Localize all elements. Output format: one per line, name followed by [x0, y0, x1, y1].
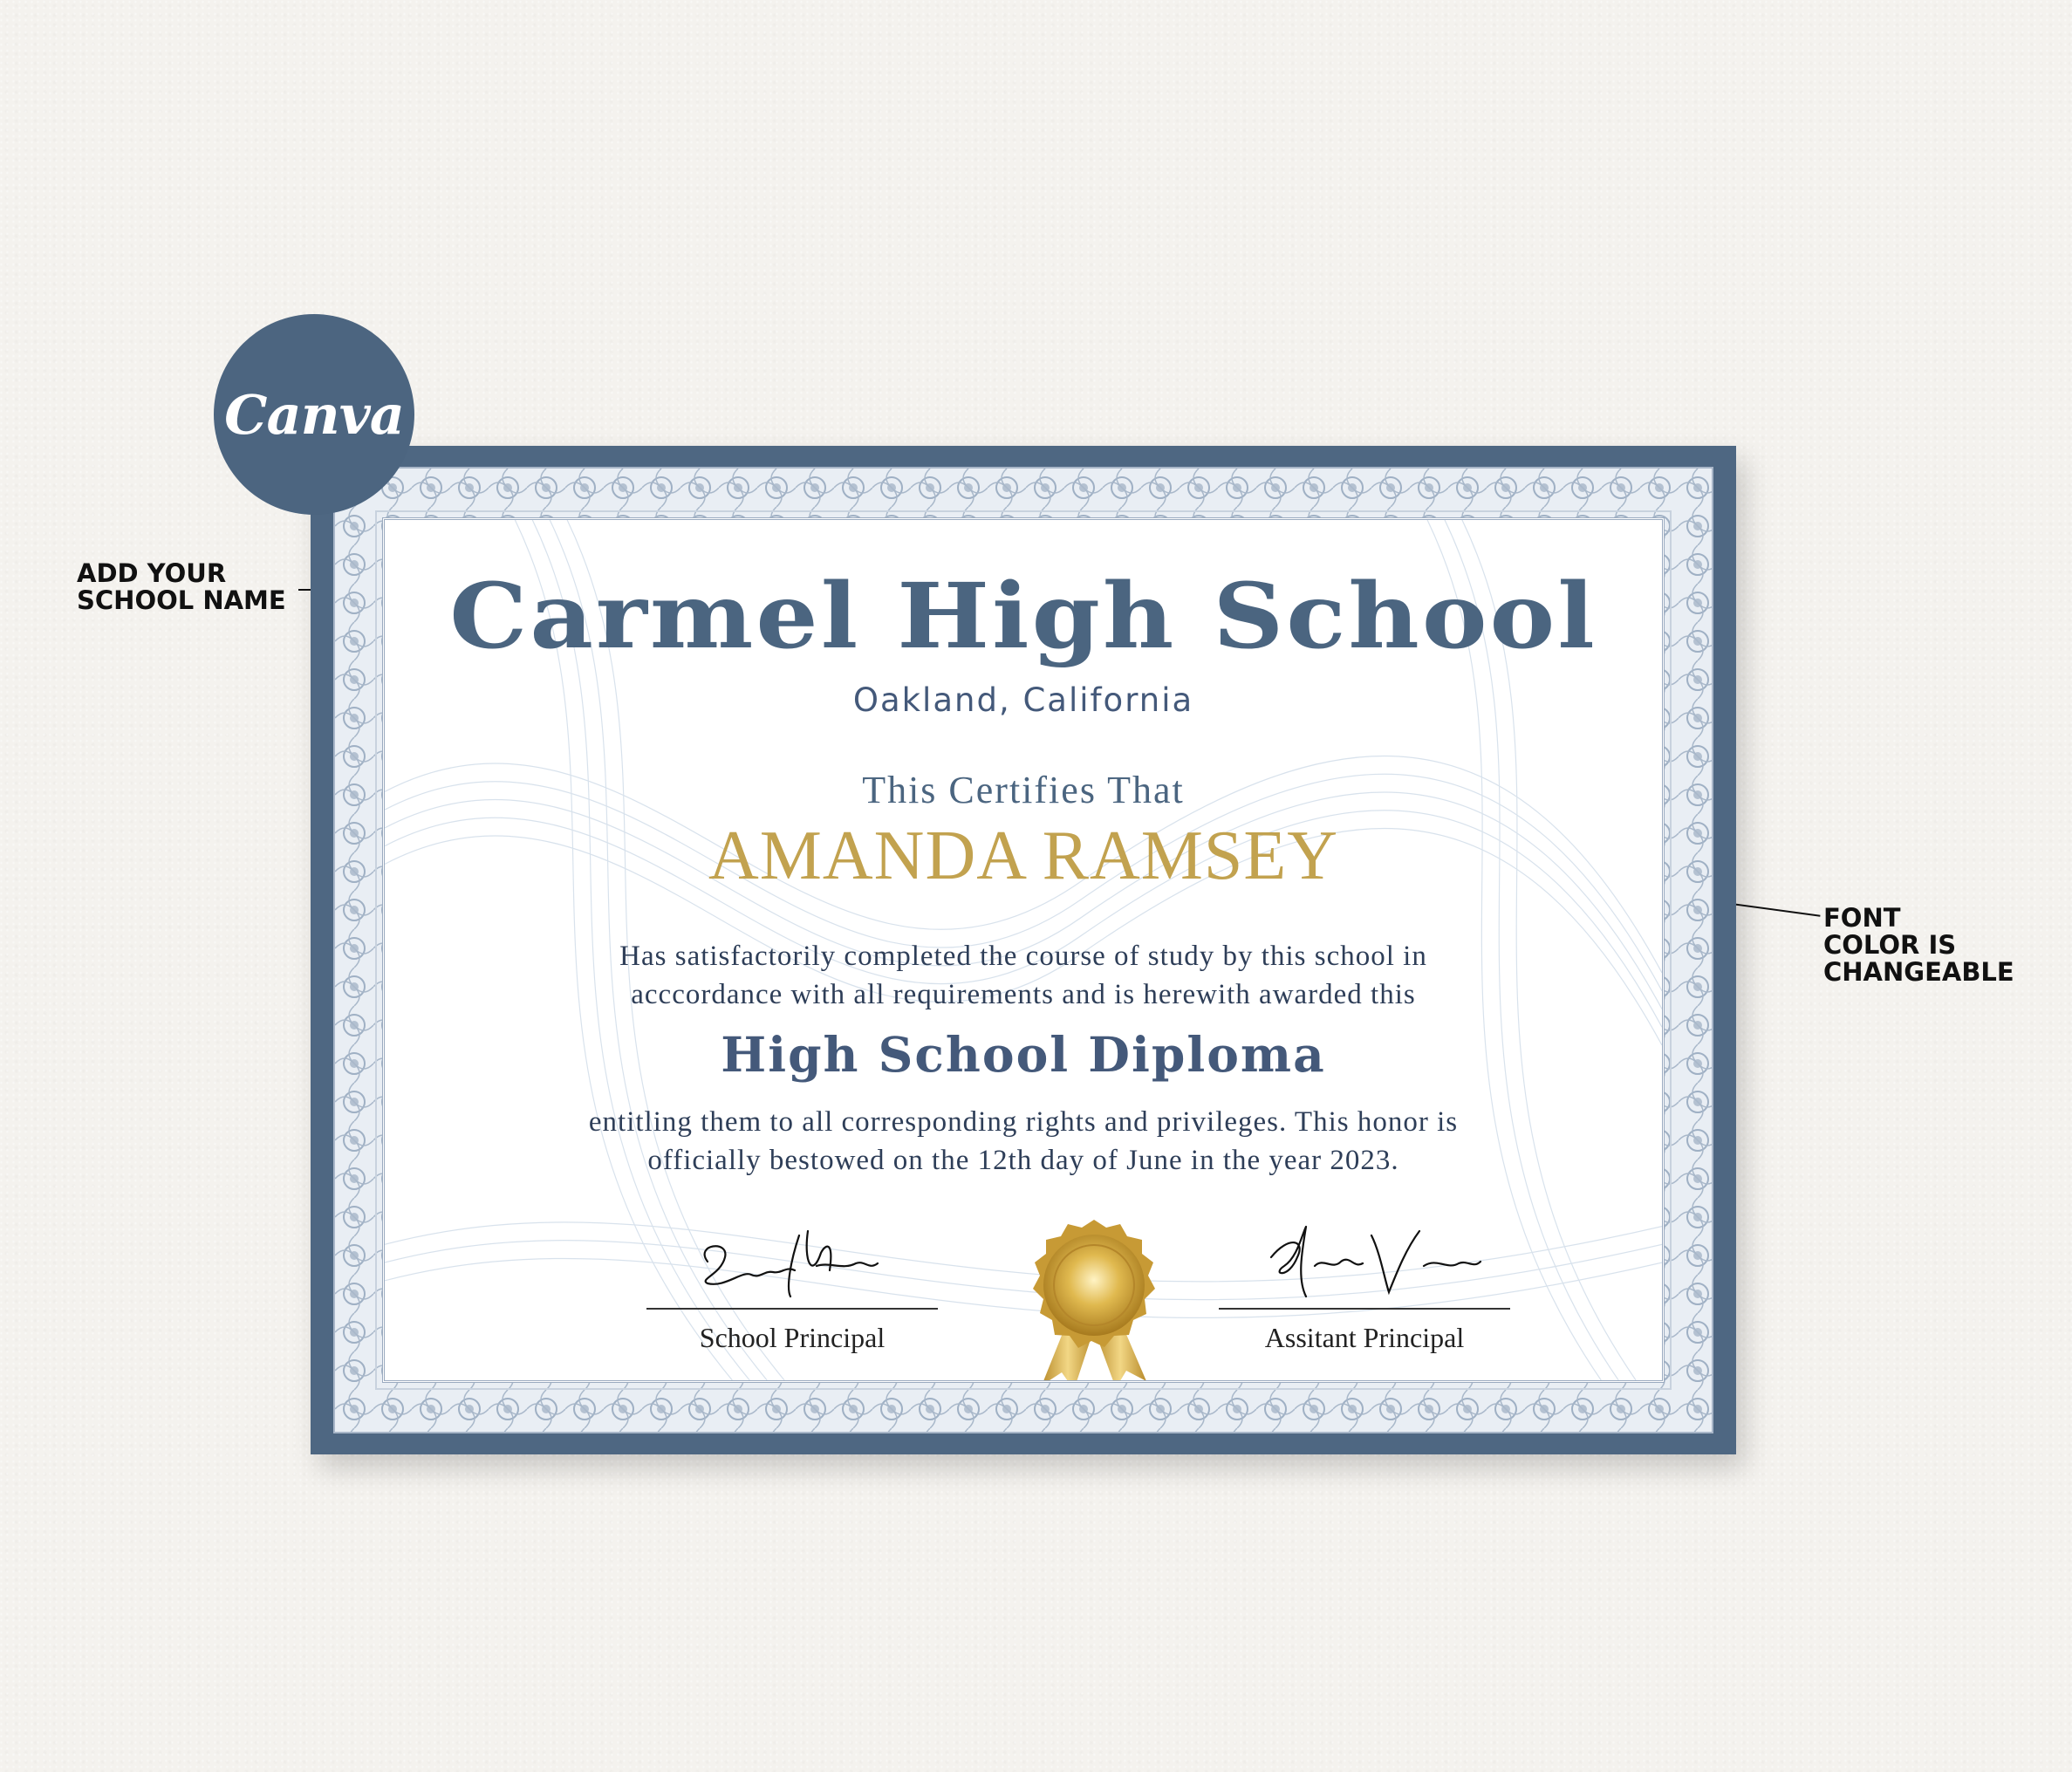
callout-school-name	[77, 560, 338, 614]
statement-line-1: Has satisfactorily completed the course of study by this school in	[619, 941, 1427, 972]
signature-line	[1219, 1308, 1510, 1310]
gold-seal-icon	[1020, 1215, 1168, 1383]
certifies-heading: This Certifies That	[862, 769, 1185, 811]
callout-line-2: SCHOOL NAME	[77, 585, 286, 615]
canva-badge	[214, 314, 414, 515]
completion-statement	[385, 937, 1662, 1014]
signature-line	[646, 1308, 938, 1310]
signature-scribble	[1219, 1218, 1510, 1301]
callout-line-1: FONT	[1823, 903, 1901, 933]
rights-statement	[385, 1103, 1662, 1180]
signature-assistant	[1219, 1218, 1510, 1301]
signatory-role: Assitant Principal	[1264, 1322, 1465, 1353]
canva-logo-text: Canva	[224, 382, 404, 447]
signatory-role: School Principal	[699, 1322, 886, 1353]
diploma-title: High School Diploma	[721, 1026, 1326, 1083]
signature-scribble	[646, 1218, 938, 1301]
certificate	[311, 446, 1736, 1454]
school-name: Carmel High School	[449, 564, 1597, 669]
callout-font-color	[1823, 905, 2068, 986]
certificate-content	[385, 520, 1662, 1380]
certificate-body	[382, 517, 1665, 1383]
ornamental-border	[333, 467, 1713, 1433]
rights-line-2: officially bestowed on the 12th day of June in the year 2023.	[647, 1145, 1399, 1176]
signature-block-assistant	[1219, 1218, 1510, 1354]
callout-line-2: COLOR IS	[1823, 930, 1957, 960]
signature-block-principal	[646, 1218, 938, 1354]
signature-principal	[646, 1218, 938, 1301]
school-location: Oakland, California	[852, 681, 1194, 719]
callout-line-1: ADD YOUR	[77, 558, 227, 588]
statement-line-2: acccordance with all requirements and is herewith awarded this	[631, 979, 1416, 1010]
recipient-name: AMANDA RAMSEY	[708, 818, 1338, 894]
callout-line-3: CHANGEABLE	[1823, 957, 2014, 987]
rights-line-1: entitling them to all corresponding rights and privileges. This honor is	[588, 1106, 1459, 1138]
